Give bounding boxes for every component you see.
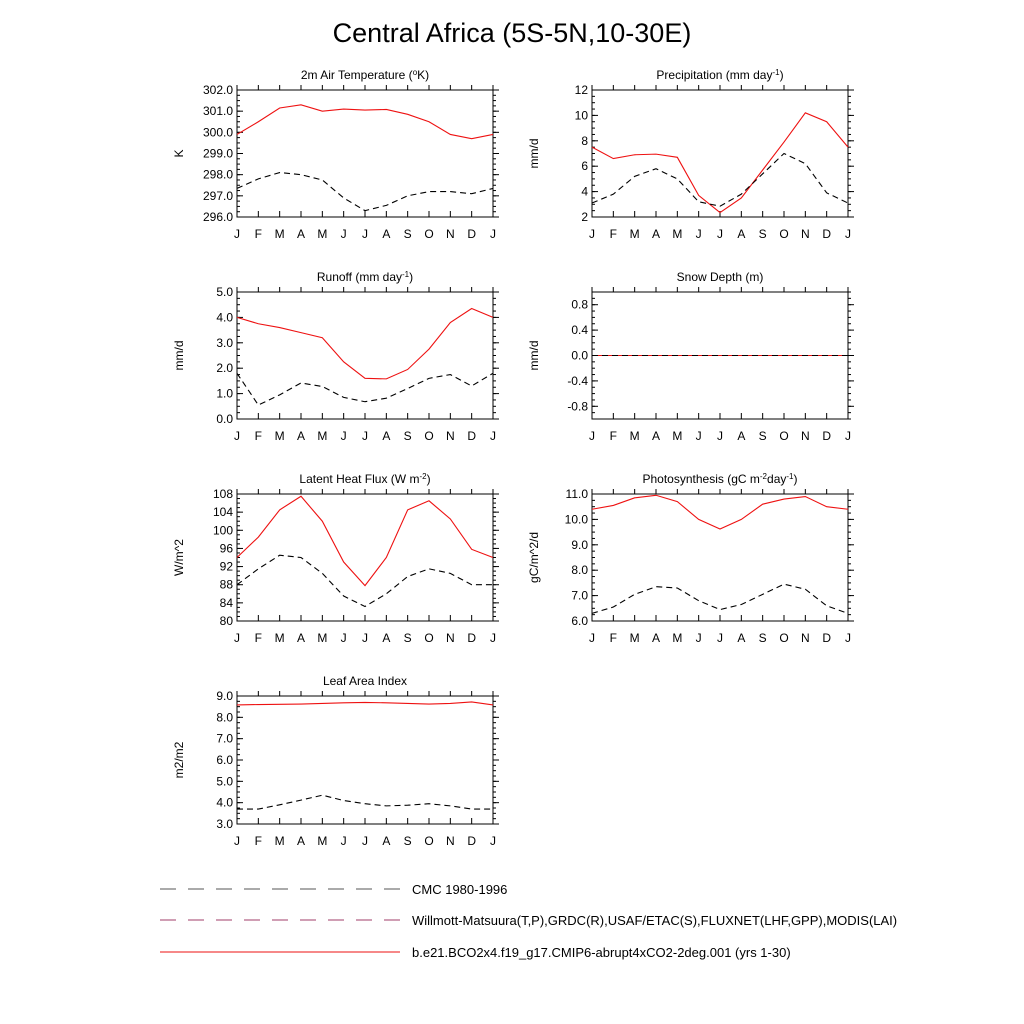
x-tick-label: A — [382, 429, 391, 443]
x-tick-label: J — [340, 227, 347, 241]
x-tick-label: S — [403, 834, 412, 848]
x-tick-label: M — [317, 631, 328, 645]
y-tick-label: 10 — [574, 108, 588, 123]
x-tick-label: A — [296, 429, 306, 443]
x-tick-label: J — [695, 631, 702, 645]
y-tick-label: 296.0 — [202, 210, 233, 224]
observed-series-line — [592, 154, 848, 207]
x-tick-label: D — [467, 631, 477, 645]
y-tick-label: 100 — [212, 523, 233, 538]
y-tick-label: 8.0 — [571, 563, 588, 578]
x-tick-label: J — [234, 429, 240, 443]
y-tick-label: 11.0 — [565, 487, 588, 501]
x-tick-label: D — [822, 227, 832, 241]
y-tick-label: 300.0 — [202, 125, 233, 140]
leaf-area-index-panel — [172, 674, 499, 848]
y-tick-label: 6.0 — [216, 753, 233, 767]
x-tick-label: A — [651, 227, 661, 241]
latent-heat-panel — [172, 472, 499, 646]
x-tick-label: N — [800, 631, 810, 645]
x-tick-label: J — [845, 227, 851, 241]
x-tick-label: M — [274, 631, 285, 645]
y-tick-label: 302.0 — [202, 83, 233, 97]
x-tick-label: O — [779, 631, 789, 645]
x-tick-label: J — [340, 631, 347, 645]
y-tick-label: 6.0 — [571, 614, 588, 628]
panel-title: Photosynthesis (gC $m^{-2}day^{-1}$) — [642, 471, 798, 486]
y-tick-label: -0.4 — [567, 373, 588, 388]
y-tick-label: 0.0 — [216, 412, 233, 426]
model-series-line — [592, 495, 848, 529]
x-tick-label: D — [822, 429, 832, 443]
y-tick-label: 6 — [581, 159, 588, 174]
x-tick-label: M — [274, 834, 285, 848]
y-axis-label: mm/d — [527, 340, 541, 371]
y-tick-label: 88 — [219, 577, 233, 592]
x-tick-label: F — [609, 227, 618, 241]
x-tick-label: S — [403, 429, 412, 443]
y-tick-label: 12 — [574, 83, 588, 97]
x-tick-label: M — [274, 429, 285, 443]
x-tick-label: S — [758, 429, 767, 443]
x-tick-label: A — [296, 227, 306, 241]
x-tick-label: S — [403, 227, 412, 241]
y-tick-label: 301.0 — [202, 104, 233, 119]
plot-frame — [237, 494, 493, 621]
x-tick-label: D — [822, 631, 832, 645]
x-tick-label: J — [845, 631, 851, 645]
observed-series-line — [237, 795, 493, 809]
x-tick-label: N — [445, 631, 455, 645]
y-tick-label: 104 — [212, 505, 233, 520]
y-axis-label: mm/d — [172, 340, 186, 371]
x-tick-label: J — [695, 227, 702, 241]
y-tick-label: 2 — [581, 210, 588, 224]
panel-title: Snow Depth (m) — [676, 270, 764, 284]
plot-frame — [237, 90, 493, 217]
x-tick-label: A — [737, 227, 746, 241]
x-tick-label: J — [362, 227, 368, 241]
y-axis-label: mm/d — [527, 138, 541, 169]
x-tick-label: J — [234, 227, 240, 241]
y-tick-label: 2.0 — [216, 361, 233, 376]
x-tick-label: O — [779, 227, 789, 241]
x-tick-label: O — [424, 429, 434, 443]
x-tick-label: J — [695, 429, 702, 443]
panel-title: Leaf Area Index — [322, 674, 408, 688]
x-tick-label: M — [274, 227, 285, 241]
plot-frame — [237, 292, 493, 419]
y-tick-label: 0.8 — [571, 297, 588, 312]
x-tick-label: S — [758, 227, 767, 241]
y-axis-label: gC/m^2/d — [527, 532, 541, 583]
y-axis-label: K — [172, 149, 186, 158]
y-tick-label: 96 — [219, 541, 233, 556]
x-tick-label: M — [672, 631, 683, 645]
y-tick-label: 7.0 — [571, 588, 588, 603]
model-series-line — [237, 702, 493, 705]
x-tick-label: F — [609, 631, 618, 645]
x-tick-label: M — [672, 429, 683, 443]
legend-label: CMC 1980-1996 — [412, 882, 508, 897]
x-tick-label: M — [629, 227, 640, 241]
x-tick-label: M — [629, 429, 640, 443]
legend — [160, 882, 897, 960]
x-tick-label: J — [362, 834, 368, 848]
x-tick-label: M — [317, 227, 328, 241]
x-tick-label: F — [254, 429, 263, 443]
observed-series-line — [592, 584, 848, 613]
y-tick-label: 1.0 — [216, 386, 233, 401]
air-temperature-panel — [172, 68, 499, 242]
x-tick-label: O — [424, 227, 434, 241]
x-tick-label: J — [589, 429, 595, 443]
y-tick-label: 4.0 — [216, 310, 233, 325]
x-tick-label: F — [254, 631, 263, 645]
x-tick-label: J — [717, 227, 723, 241]
y-tick-label: 0.4 — [571, 323, 588, 338]
x-tick-label: A — [382, 227, 391, 241]
y-tick-label: 4.0 — [216, 795, 233, 810]
observed-series-line — [237, 173, 493, 211]
x-tick-label: S — [403, 631, 412, 645]
x-tick-label: J — [234, 631, 240, 645]
x-tick-label: A — [737, 631, 746, 645]
x-tick-label: A — [296, 834, 306, 848]
x-tick-label: J — [490, 631, 496, 645]
y-tick-label: 8.0 — [216, 710, 233, 725]
y-tick-label: 299.0 — [202, 146, 233, 161]
x-tick-label: J — [589, 227, 595, 241]
x-tick-label: J — [340, 834, 347, 848]
x-tick-label: A — [382, 834, 391, 848]
plot-frame — [592, 90, 848, 217]
x-tick-label: J — [490, 227, 496, 241]
x-tick-label: N — [800, 227, 810, 241]
y-tick-label: 108 — [212, 487, 233, 501]
x-tick-label: J — [717, 631, 723, 645]
x-tick-label: M — [317, 834, 328, 848]
x-tick-label: N — [445, 429, 455, 443]
x-tick-label: J — [234, 834, 240, 848]
x-tick-label: M — [629, 631, 640, 645]
y-tick-label: 7.0 — [216, 731, 233, 746]
y-axis-label: W/m^2 — [172, 539, 186, 576]
plot-frame — [237, 696, 493, 824]
y-tick-label: 10.0 — [564, 512, 588, 527]
y-tick-label: 9.0 — [571, 537, 588, 552]
x-tick-label: N — [445, 227, 455, 241]
x-tick-label: M — [672, 227, 683, 241]
y-tick-label: 4 — [581, 184, 588, 199]
y-tick-label: 92 — [219, 559, 233, 574]
model-series-line — [592, 113, 848, 213]
legend-label: b.e21.BCO2x4.f19_g17.CMIP6-abrupt4xCO2-2deg.001 (yrs 1-30) — [412, 945, 791, 960]
x-tick-label: M — [317, 429, 328, 443]
plot-frame — [592, 494, 848, 621]
model-series-line — [237, 496, 493, 585]
y-tick-label: -0.8 — [567, 399, 588, 414]
x-tick-label: J — [362, 429, 368, 443]
y-tick-label: 80 — [219, 614, 233, 628]
y-tick-label: 9.0 — [216, 689, 233, 703]
y-tick-label: 5.0 — [216, 774, 233, 789]
x-tick-label: N — [800, 429, 810, 443]
x-tick-label: D — [467, 429, 477, 443]
panel-title: Runoff (mm day$^{-1}$) — [316, 269, 414, 284]
panel-title: Precipitation (mm day$^{-1}$) — [656, 67, 784, 82]
x-tick-label: A — [651, 429, 661, 443]
x-tick-label: O — [424, 631, 434, 645]
y-tick-label: 5.0 — [216, 285, 233, 299]
panel-title: 2m Air Temperature ($^o$K) — [300, 67, 430, 82]
x-tick-label: D — [467, 227, 477, 241]
snow-depth-panel — [527, 270, 854, 443]
y-tick-label: 3.0 — [216, 335, 233, 350]
y-tick-label: 0.0 — [571, 348, 588, 363]
observed-series-line — [237, 555, 493, 606]
x-tick-label: F — [254, 227, 263, 241]
model-series-line — [237, 105, 493, 139]
x-tick-label: O — [424, 834, 434, 848]
model-series-line — [237, 309, 493, 379]
x-tick-label: D — [467, 834, 477, 848]
y-tick-label: 3.0 — [216, 817, 233, 831]
x-tick-label: O — [779, 429, 789, 443]
x-tick-label: N — [445, 834, 455, 848]
x-tick-label: A — [296, 631, 306, 645]
y-tick-label: 298.0 — [202, 167, 233, 182]
runoff-panel — [172, 270, 499, 444]
x-tick-label: S — [758, 631, 767, 645]
x-tick-label: J — [490, 429, 496, 443]
x-tick-label: F — [254, 834, 263, 848]
figure-title: Central Africa (5S-5N,10-30E) — [332, 18, 692, 48]
photosynthesis-panel — [527, 472, 854, 646]
y-axis-label: m2/m2 — [172, 741, 186, 779]
x-tick-label: A — [737, 429, 746, 443]
y-tick-label: 8 — [581, 133, 588, 148]
legend-label: Willmott-Matsuura(T,P),GRDC(R),USAF/ETAC(S),FLUXNET(LHF,GPP),MODIS(LAI) — [412, 913, 898, 928]
y-tick-label: 84 — [219, 595, 233, 610]
x-tick-label: J — [845, 429, 851, 443]
x-tick-label: A — [382, 631, 391, 645]
x-tick-label: J — [362, 631, 368, 645]
x-tick-label: J — [490, 834, 496, 848]
x-tick-label: J — [589, 631, 595, 645]
panel-title: Latent Heat Flux (W $m^{-2}$) — [299, 471, 431, 486]
y-tick-label: 297.0 — [202, 188, 233, 203]
x-tick-label: F — [609, 429, 618, 443]
precipitation-panel — [527, 68, 854, 242]
x-tick-label: J — [717, 429, 723, 443]
x-tick-label: J — [340, 429, 347, 443]
x-tick-label: A — [651, 631, 661, 645]
